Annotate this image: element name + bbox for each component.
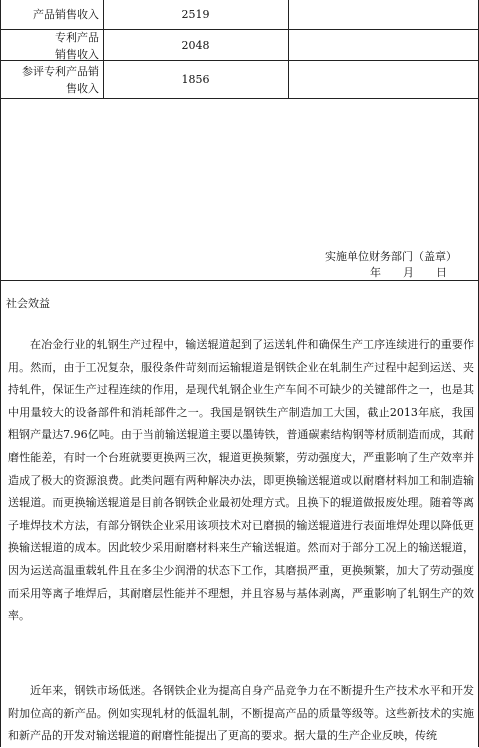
revenue-label: 产品销售收入 <box>33 8 99 21</box>
finance-date: 年 月 日 <box>370 266 447 279</box>
finance-department-stamp: 实施单位财务部门（盖章） <box>325 250 457 263</box>
revenue-value: 2519 <box>181 8 210 21</box>
evaluated-patent-revenue-label: 参评专利产品销 售收入 <box>22 65 99 95</box>
social-benefit-title: 社会效益 <box>6 297 50 310</box>
patent-revenue-label: 专利产品 销售收入 <box>55 31 99 61</box>
social-benefit-paragraph: 在冶金行业的轧钢生产过程中，输送辊道起到了运送轧件和确保生产工序连续进行的重要作用。然而，由于工况复杂，服役条件苛刻而运输辊道是钢铁企业在轧制生产过程中起到运送、夹持轧件，保证生产过程连续的作用，是现代轧钢企业生产车间不可缺少的关键部件之一，也是其中用量较大的设备部件和消耗部件之一。我国是钢铁生产制造加工大国，截止2013年底，我国粗钢产量达7.96亿吨。由于当前输送辊道主要以墨铸铁，普通碳素结构钢等材质制造而成，其耐磨性能差，有时一个台班就要更换两三次，辊道更换频繁，劳动强度大，严重影响了生产效率并造成了极大的资源浪费。此类问题有两种解决办法，即更换输送辊道或以耐磨材料加工和制造输送辊道。而更换输送辊道是目前各钢铁企业最初处理方式。且换下的辊道做报废处理。随着等离子堆焊技术方法，有部分钢铁企业采用该项技术对已磨损的输送辊道进行表面堆焊处理以降低更换输送辊道的成本。因此较少采用耐磨材料来生产输送辊道。然而对于部分工况上的输送辊道，因为运送高温重载轧件且在多尘少润滑的状态下工作，其磨损严重，更换频繁，加大了劳动强度而采用等离子堆焊后，其耐磨层性能并不理想，并且容易与基体剥离，严重影响了轧钢生产的效率。 <box>8 338 474 623</box>
row-divider <box>0 98 479 99</box>
patent-revenue-value: 2048 <box>181 39 210 52</box>
evaluated-patent-revenue-value: 1856 <box>181 73 210 86</box>
social-benefit-paragraph: 近年来，钢铁市场低迷。各钢铁企业为提高自身产品竞争力在不断提升生产技术水平和开发附加位高的新产品。例如实现轧材的低温轧制，不断提高产品的质量等级等。这些新技术的实施和新产品的开发对输送辊道的耐磨性能提出了更高的要求。据大量的生产企业反映，传统 <box>8 684 474 743</box>
column-divider <box>288 0 289 98</box>
column-divider <box>0 0 1 747</box>
